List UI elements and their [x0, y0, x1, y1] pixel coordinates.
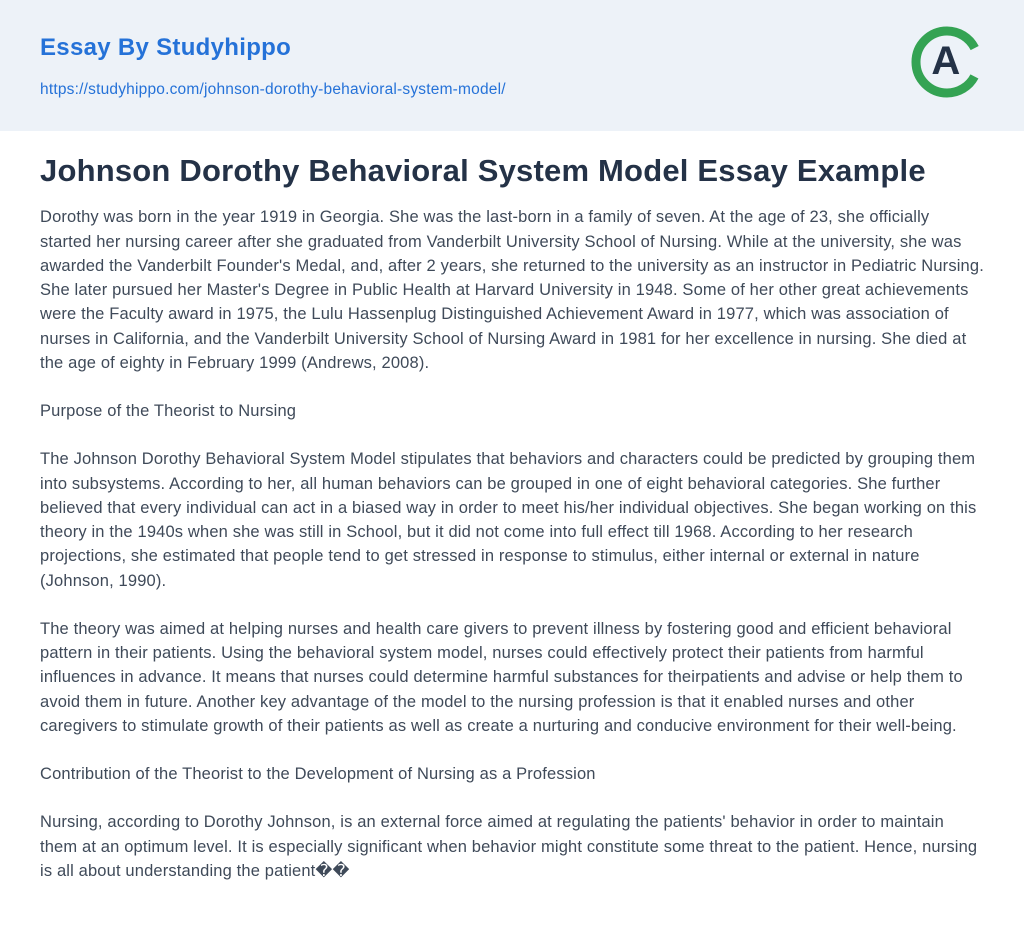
source-url-link[interactable]: https://studyhippo.com/johnson-dorothy-behavioral-system-model/: [40, 81, 506, 98]
page-title: Johnson Dorothy Behavioral System Model Essay Example: [40, 153, 926, 188]
paragraph-biography: Dorothy was born in the year 1919 in Georgia. She was the last-born in a family of seven. At the age of 23, she officially started her nursing career after she graduated from Vanderbilt University School of Nursing. While at the university, she was awarded the Vanderbilt Founder's Medal, and, after 2 years, she returned to the university as an instructor in Pediatric Nursing. She later pursued her Master's Degree in Public Health at Harvard University in 1948. Some of her other great achievements were the Faculty award in 1975, the Lulu Hassenplug Distinguished Achievement Award in 1977, which was association of nurses in California, and the Vanderbilt University School of Nursing Award in 1981 for her excellence in nursing. She died at the age of eighty in February 1999 (Andrews, 2008).: [40, 208, 984, 372]
paragraph-nursing-external-force: Nursing, according to Dorothy Johnson, is an external force aimed at regulating the patients' behavior in order to maintain them at an optimum level. It is especially significant when behavior might constitute some threat to the patient. Hence, nursing is all about understanding the patient��: [40, 813, 978, 880]
header-text-block: [40, 34, 984, 99]
brand-title: Essay By Studyhippo: [40, 34, 292, 61]
paragraph-model-description: The Johnson Dorothy Behavioral System Model stipulates that behaviors and characters could be predicted by grouping them into subsystems. According to her, all human behaviors can be grouped in one of eight behavioral categories. She further believed that every individual can act in a biased way in order to meet his/her individual objectives. She began working on this theory in the 1940s when she was still in School, but it did not come into full effect till 1968. According to her research projections, she estimated that people tend to get stressed in response to stimulus, either internal or external in nature (Johnson, 1990).: [40, 450, 977, 590]
essay-content: [0, 131, 1024, 883]
studyhippo-logo[interactable]: [909, 24, 985, 100]
subheading-contribution: Contribution of the Theorist to the Development of Nursing as a Profession: [40, 765, 596, 784]
page-header: [0, 0, 1024, 131]
paragraph-theory-aim: The theory was aimed at helping nurses and health care givers to prevent illness by fostering good and efficient behavioral pattern in their patients. Using the behavioral system model, nurses could effectively protect their patients from harmful influences in advance. It means that nurses could determine harmful substances for theirpatients and advise or help them to avoid them in future. Another key advantage of the model to the nursing profession is that it enabled nurses and other caregivers to stimulate growth of their patients as well as create a nurturing and conducive environment for their well-being.: [40, 619, 963, 735]
logo-letter: A: [931, 39, 961, 84]
subheading-purpose: Purpose of the Theorist to Nursing: [40, 402, 297, 421]
